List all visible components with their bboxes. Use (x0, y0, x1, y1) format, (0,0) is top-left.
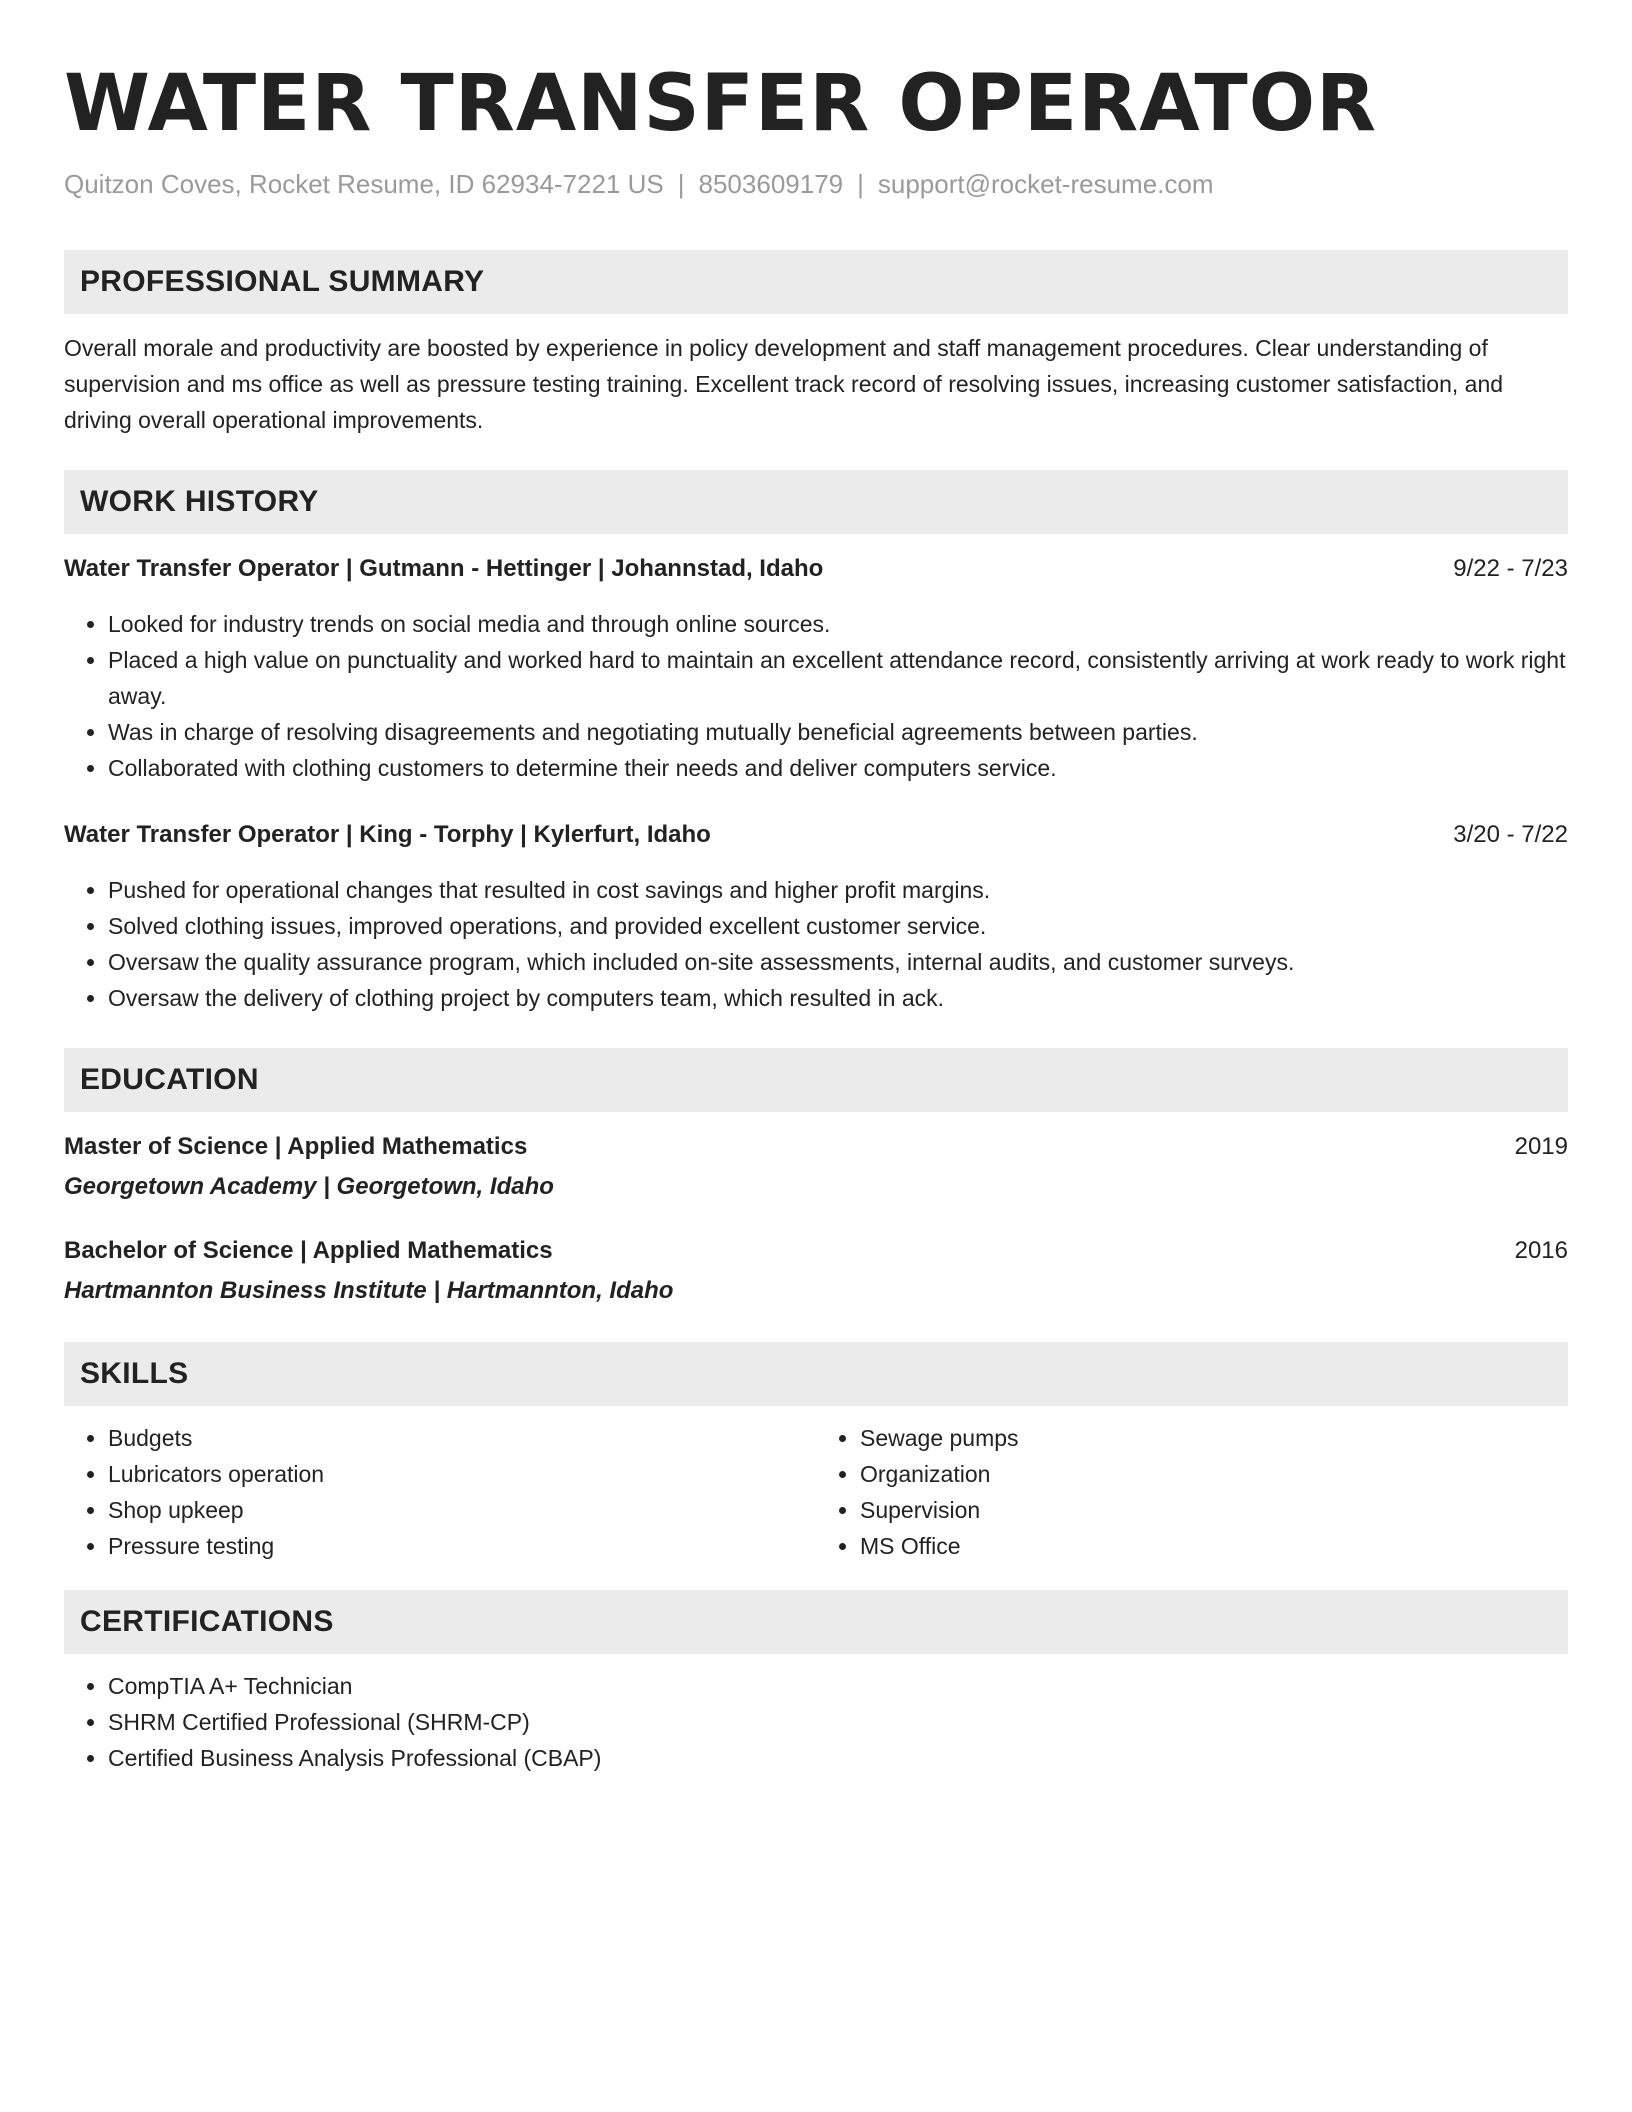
list-item: • MS Office (860, 1528, 1568, 1564)
list-item: • Pressure testing (108, 1528, 816, 1564)
skills-list (64, 1420, 816, 1564)
contact-phone: 8503609179 (698, 169, 844, 199)
contact-email: support@rocket-resume.com (877, 169, 1214, 199)
job-heading-row (64, 552, 1568, 586)
list-item: • Budgets (108, 1420, 816, 1456)
summary-text: Overall morale and productivity are boosted by experience in policy development and staff management procedures. Clear understanding of supervision and ms office as well as pressure testing training. Excellent track record of resolving issues, increasing customer satisfaction, and driving overall operational improvements. (64, 335, 1504, 433)
list-item: • Collaborated with clothing customers to determine their needs and deliver computers service. (108, 750, 1568, 786)
contact-separator: | (677, 169, 685, 199)
job-dates: 3/20 - 7/22 (1453, 821, 1568, 848)
contact-line (64, 168, 1568, 200)
list-item: • Looked for industry trends on social media and through online sources. (108, 606, 1568, 642)
section-header-skills: SKILLS (64, 1342, 1568, 1406)
list-item: • Shop upkeep (108, 1492, 816, 1528)
job-heading-row (64, 818, 1568, 852)
education-degree: Bachelor of Science | Applied Mathematics (64, 1237, 553, 1264)
skills-column-left (64, 1420, 816, 1564)
resume-title: WATER TRANSFER OPERATOR (64, 59, 1378, 149)
job-entry (64, 818, 1568, 1016)
job-title: Water Transfer Operator | Gutmann - Hettinger | Johannstad, Idaho (64, 555, 824, 582)
skills-grid (64, 1420, 1568, 1564)
job-dates: 9/22 - 7/23 (1453, 555, 1568, 582)
section-header-education: EDUCATION (64, 1048, 1568, 1112)
list-item: • Solved clothing issues, improved operations, and provided excellent customer service. (108, 908, 1568, 944)
section-header-summary: PROFESSIONAL SUMMARY (64, 250, 1568, 314)
contact-separator: | (857, 169, 864, 199)
list-item: • Pushed for operational changes that resulted in cost savings and higher profit margins. (108, 872, 1568, 908)
list-item: • Sewage pumps (860, 1420, 1568, 1456)
list-item: • Certified Business Analysis Professional (CBAP) (108, 1740, 1568, 1776)
education-entry (64, 1130, 1568, 1204)
job-bullets (64, 606, 1568, 786)
list-item: • Lubricators operation (108, 1456, 816, 1492)
skills-column-right (816, 1420, 1568, 1564)
education-year: 2019 (1514, 1133, 1568, 1160)
education-year: 2016 (1514, 1237, 1568, 1264)
section-header-certifications: CERTIFICATIONS (64, 1590, 1568, 1654)
skills-list (816, 1420, 1568, 1564)
section-header-work-history: WORK HISTORY (64, 470, 1568, 534)
list-item: • Oversaw the quality assurance program, which included on-site assessments, internal audits, and customer surveys. (108, 944, 1568, 980)
list-item: • Oversaw the delivery of clothing project by computers team, which resulted in ack. (108, 980, 1568, 1016)
education-heading-row (64, 1234, 1568, 1268)
list-item: • SHRM Certified Professional (SHRM-CP) (108, 1704, 1568, 1740)
contact-address: Quitzon Coves, Rocket Resume, ID 62934-7221 US (64, 169, 664, 199)
education-heading-row (64, 1130, 1568, 1164)
list-item: • Placed a high value on punctuality and worked hard to maintain an excellent attendance record, consistently arriving at work ready to work right away. (108, 642, 1568, 714)
job-bullets (64, 872, 1568, 1016)
certifications-list (64, 1668, 1568, 1776)
list-item: • Organization (860, 1456, 1568, 1492)
list-item: • Was in charge of resolving disagreements and negotiating mutually beneficial agreements between parties. (108, 714, 1568, 750)
education-school: Hartmannton Business Institute | Hartmannton, Idaho (64, 1277, 674, 1304)
education-school: Georgetown Academy | Georgetown, Idaho (64, 1173, 554, 1200)
list-item: • Supervision (860, 1492, 1568, 1528)
job-title: Water Transfer Operator | King - Torphy | Kylerfurt, Idaho (64, 821, 711, 848)
education-degree: Master of Science | Applied Mathematics (64, 1133, 528, 1160)
list-item: • CompTIA A+ Technician (108, 1668, 1568, 1704)
education-entry (64, 1234, 1568, 1308)
job-entry (64, 552, 1568, 786)
